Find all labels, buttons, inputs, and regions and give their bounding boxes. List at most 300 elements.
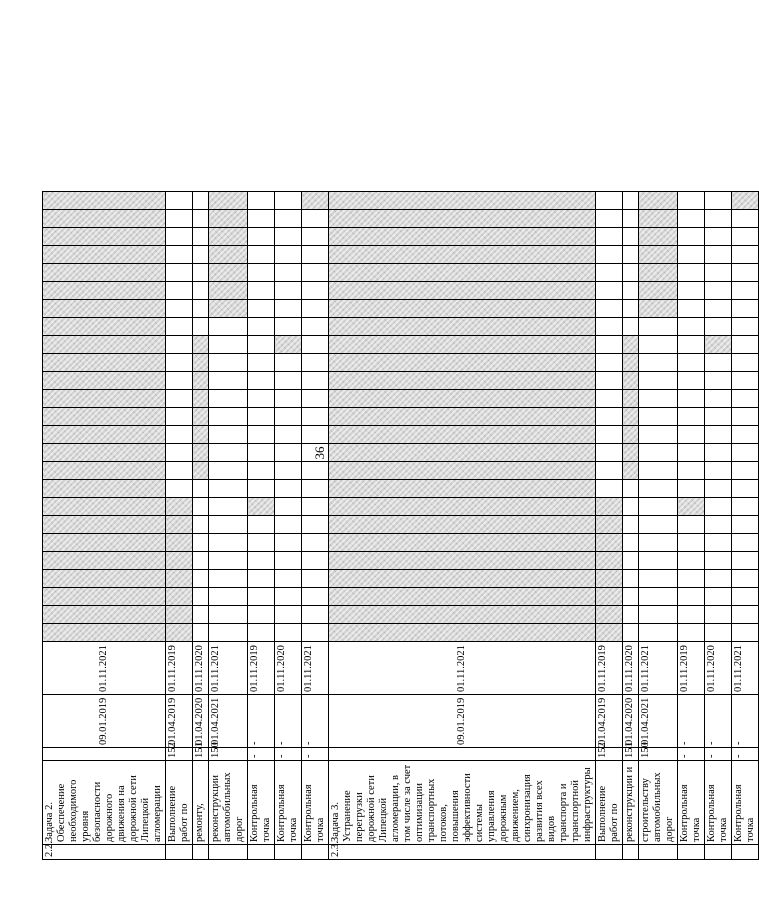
page-number: 36 — [312, 446, 327, 460]
gantt-cell-empty — [302, 624, 329, 642]
gantt-cell-empty — [596, 228, 623, 246]
gantt-cell-empty — [302, 228, 329, 246]
row-id-cell: 150 — [209, 748, 248, 761]
gantt-cell-empty — [209, 372, 248, 390]
gantt-cell-empty — [705, 570, 732, 588]
gantt-cell-empty — [732, 480, 759, 498]
work-row — [166, 192, 193, 860]
gantt-cell-empty — [596, 444, 623, 462]
gantt-cell-empty — [248, 228, 275, 246]
gantt-cell-empty — [166, 300, 193, 318]
gantt-cell-filled — [193, 372, 209, 390]
gantt-cell-filled — [705, 336, 732, 354]
row-name-cell: Контрольная точка — [678, 761, 705, 845]
gantt-cell-empty — [275, 426, 302, 444]
end-date-cell: 01.11.2021 — [302, 642, 329, 695]
row-number-cell — [193, 845, 209, 860]
end-date-cell: 01.11.2019 — [166, 642, 193, 695]
gantt-cell-filled — [329, 516, 596, 534]
gantt-cell-filled — [639, 210, 678, 228]
gantt-cell-filled — [166, 624, 193, 642]
gantt-cell-empty — [639, 498, 678, 516]
gantt-cell-filled — [43, 300, 166, 318]
start-date-cell: 09.01.2019 — [329, 695, 596, 748]
row-id-cell — [43, 748, 166, 761]
gantt-cell-empty — [678, 246, 705, 264]
gantt-cell-empty — [302, 570, 329, 588]
gantt-cell-empty — [678, 426, 705, 444]
gantt-cell-empty — [302, 498, 329, 516]
gantt-cell-filled — [275, 336, 302, 354]
gantt-cell-empty — [275, 498, 302, 516]
gantt-cell-empty — [596, 336, 623, 354]
gantt-cell-empty — [275, 480, 302, 498]
gantt-cell-empty — [302, 588, 329, 606]
gantt-cell-filled — [166, 570, 193, 588]
start-date-cell: 01.04.2020 — [623, 695, 639, 748]
gantt-cell-empty — [623, 624, 639, 642]
gantt-cell-empty — [248, 552, 275, 570]
gantt-cell-empty — [302, 282, 329, 300]
gantt-cell-empty — [639, 390, 678, 408]
control-point-row — [275, 192, 302, 860]
gantt-cell-empty — [209, 606, 248, 624]
gantt-cell-empty — [705, 462, 732, 480]
end-date-cell: 01.11.2021 — [639, 642, 678, 695]
gantt-cell-empty — [732, 372, 759, 390]
gantt-cell-filled — [329, 444, 596, 462]
gantt-cell-empty — [705, 498, 732, 516]
gantt-cell-filled — [209, 192, 248, 210]
gantt-cell-filled — [329, 570, 596, 588]
gantt-cell-empty — [209, 516, 248, 534]
gantt-cell-empty — [166, 480, 193, 498]
gantt-cell-filled — [639, 228, 678, 246]
gantt-cell-empty — [639, 570, 678, 588]
gantt-cell-empty — [623, 192, 639, 210]
work-row — [639, 192, 678, 860]
gantt-cell-empty — [705, 264, 732, 282]
gantt-cell-filled — [623, 354, 639, 372]
gantt-cell-empty — [193, 552, 209, 570]
gantt-cell-empty — [732, 426, 759, 444]
gantt-cell-empty — [639, 588, 678, 606]
gantt-cell-empty — [193, 300, 209, 318]
gantt-cell-empty — [623, 264, 639, 282]
gantt-cell-filled — [329, 192, 596, 210]
gantt-cell-empty — [732, 336, 759, 354]
row-id-cell: 151 — [193, 748, 209, 761]
gantt-cell-empty — [166, 318, 193, 336]
gantt-cell-empty — [166, 264, 193, 282]
gantt-cell-empty — [732, 552, 759, 570]
start-date-cell: - — [678, 695, 705, 748]
gantt-cell-empty — [302, 444, 329, 462]
row-name-cell: Контрольная точка — [248, 761, 275, 845]
gantt-cell-empty — [193, 246, 209, 264]
gantt-cell-empty — [705, 480, 732, 498]
gantt-cell-empty — [678, 192, 705, 210]
gantt-cell-filled — [329, 498, 596, 516]
gantt-cell-filled — [329, 210, 596, 228]
work-row — [209, 192, 248, 860]
gantt-cell-empty — [166, 192, 193, 210]
gantt-cell-empty — [302, 246, 329, 264]
gantt-cell-filled — [193, 444, 209, 462]
gantt-cell-empty — [678, 228, 705, 246]
control-point-row — [678, 192, 705, 860]
gantt-cell-empty — [193, 606, 209, 624]
row-id-cell: - — [248, 748, 275, 761]
start-date-cell: - — [732, 695, 759, 748]
gantt-cell-filled — [329, 318, 596, 336]
gantt-cell-filled — [329, 408, 596, 426]
work-row — [193, 192, 209, 860]
work-row — [623, 192, 639, 860]
gantt-cell-empty — [209, 426, 248, 444]
gantt-cell-empty — [248, 624, 275, 642]
gantt-cell-filled — [193, 462, 209, 480]
gantt-cell-empty — [302, 408, 329, 426]
row-name-cell: Контрольная точка — [275, 761, 302, 845]
gantt-cell-empty — [623, 246, 639, 264]
gantt-cell-filled — [329, 588, 596, 606]
gantt-cell-empty — [302, 552, 329, 570]
gantt-cell-empty — [193, 210, 209, 228]
gantt-cell-filled — [639, 246, 678, 264]
gantt-cell-filled — [43, 354, 166, 372]
gantt-cell-filled — [43, 480, 166, 498]
gantt-cell-filled — [166, 534, 193, 552]
gantt-cell-empty — [623, 210, 639, 228]
gantt-cell-filled — [43, 228, 166, 246]
end-date-cell: 01.11.2020 — [275, 642, 302, 695]
gantt-cell-filled — [596, 624, 623, 642]
gantt-cell-empty — [248, 336, 275, 354]
gantt-cell-empty — [209, 462, 248, 480]
gantt-cell-empty — [596, 426, 623, 444]
gantt-cell-empty — [302, 354, 329, 372]
gantt-cell-empty — [639, 516, 678, 534]
gantt-cell-empty — [732, 534, 759, 552]
gantt-cell-empty — [678, 372, 705, 390]
row-name-cell: Задача 2. Обеспечение необходимого уровня безопасности дорожного движения на дорожной сети Липецкой агломерации — [43, 761, 166, 845]
row-number-cell — [678, 845, 705, 860]
gantt-cell-filled — [623, 408, 639, 426]
gantt-cell-empty — [275, 606, 302, 624]
gantt-cell-filled — [166, 588, 193, 606]
gantt-cell-filled — [329, 462, 596, 480]
gantt-cell-empty — [705, 534, 732, 552]
gantt-cell-empty — [732, 210, 759, 228]
gantt-cell-empty — [678, 210, 705, 228]
gantt-cell-empty — [623, 498, 639, 516]
gantt-cell-empty — [275, 192, 302, 210]
gantt-cell-empty — [678, 588, 705, 606]
row-number-cell — [705, 845, 732, 860]
gantt-cell-empty — [678, 444, 705, 462]
gantt-cell-filled — [209, 282, 248, 300]
gantt-cell-empty — [596, 282, 623, 300]
gantt-cell-empty — [275, 318, 302, 336]
row-number-cell: 2.3. — [329, 845, 596, 860]
row-number-cell — [623, 845, 639, 860]
row-number-cell — [302, 845, 329, 860]
gantt-cell-empty — [302, 516, 329, 534]
row-id-cell — [329, 748, 596, 761]
start-date-cell: 01.04.2019 — [596, 695, 623, 748]
gantt-cell-empty — [705, 246, 732, 264]
gantt-cell-empty — [639, 426, 678, 444]
row-number-cell — [275, 845, 302, 860]
gantt-cell-empty — [732, 264, 759, 282]
gantt-cell-empty — [732, 354, 759, 372]
gantt-cell-empty — [705, 588, 732, 606]
gantt-cell-filled — [43, 624, 166, 642]
gantt-cell-empty — [193, 570, 209, 588]
gantt-cell-empty — [275, 624, 302, 642]
gantt-cell-empty — [596, 210, 623, 228]
gantt-cell-filled — [329, 390, 596, 408]
gantt-cell-filled — [302, 192, 329, 210]
gantt-cell-empty — [166, 390, 193, 408]
gantt-cell-empty — [596, 462, 623, 480]
gantt-cell-empty — [705, 318, 732, 336]
gantt-cell-empty — [302, 336, 329, 354]
gantt-cell-empty — [193, 264, 209, 282]
gantt-cell-empty — [596, 300, 623, 318]
gantt-cell-empty — [732, 282, 759, 300]
gantt-cell-empty — [732, 444, 759, 462]
gantt-cell-filled — [43, 606, 166, 624]
gantt-cell-empty — [678, 264, 705, 282]
gantt-cell-empty — [209, 534, 248, 552]
gantt-cell-filled — [623, 462, 639, 480]
gantt-cell-empty — [248, 372, 275, 390]
gantt-cell-empty — [193, 228, 209, 246]
gantt-cell-filled — [329, 606, 596, 624]
gantt-cell-filled — [43, 534, 166, 552]
start-date-cell: - — [275, 695, 302, 748]
gantt-cell-empty — [623, 570, 639, 588]
gantt-cell-empty — [623, 282, 639, 300]
gantt-cell-empty — [193, 516, 209, 534]
gantt-cell-filled — [193, 390, 209, 408]
gantt-cell-empty — [705, 228, 732, 246]
gantt-cell-empty — [275, 408, 302, 426]
row-id-cell: 150 — [639, 748, 678, 761]
gantt-cell-filled — [43, 336, 166, 354]
gantt-cell-empty — [705, 300, 732, 318]
gantt-cell-empty — [275, 372, 302, 390]
gantt-cell-filled — [623, 390, 639, 408]
gantt-cell-filled — [166, 552, 193, 570]
gantt-cell-filled — [209, 246, 248, 264]
gantt-cell-empty — [248, 480, 275, 498]
end-date-cell: 01.11.2021 — [732, 642, 759, 695]
gantt-cell-empty — [248, 606, 275, 624]
gantt-cell-filled — [43, 516, 166, 534]
end-date-cell: 01.11.2019 — [248, 642, 275, 695]
gantt-cell-empty — [705, 354, 732, 372]
row-id-cell: - — [705, 748, 732, 761]
gantt-cell-filled — [43, 282, 166, 300]
row-name-cell: Контрольная точка — [302, 761, 329, 845]
gantt-cell-empty — [623, 318, 639, 336]
control-point-row — [302, 192, 329, 860]
gantt-cell-filled — [43, 552, 166, 570]
gantt-cell-empty — [248, 462, 275, 480]
row-id-cell: - — [732, 748, 759, 761]
gantt-cell-empty — [732, 588, 759, 606]
gantt-cell-empty — [166, 246, 193, 264]
gantt-cell-empty — [678, 300, 705, 318]
gantt-cell-empty — [209, 570, 248, 588]
gantt-cell-empty — [596, 372, 623, 390]
gantt-cell-empty — [302, 390, 329, 408]
gantt-cell-filled — [166, 516, 193, 534]
gantt-cell-empty — [275, 516, 302, 534]
gantt-table — [42, 191, 759, 860]
control-point-row — [705, 192, 732, 860]
row-number-cell — [166, 845, 193, 860]
start-date-cell: - — [302, 695, 329, 748]
gantt-cell-filled — [732, 192, 759, 210]
gantt-cell-empty — [732, 408, 759, 426]
gantt-cell-filled — [43, 462, 166, 480]
gantt-cell-empty — [166, 372, 193, 390]
row-name-cell: Контрольная точка — [732, 761, 759, 845]
gantt-cell-empty — [166, 354, 193, 372]
gantt-cell-filled — [193, 426, 209, 444]
end-date-cell: 01.11.2020 — [705, 642, 732, 695]
gantt-cell-empty — [193, 480, 209, 498]
end-date-cell: 01.11.2020 — [193, 642, 209, 695]
gantt-cell-empty — [639, 336, 678, 354]
gantt-cell-empty — [639, 606, 678, 624]
gantt-cell-empty — [302, 300, 329, 318]
gantt-cell-empty — [193, 192, 209, 210]
gantt-cell-filled — [639, 282, 678, 300]
row-number-cell — [639, 845, 678, 860]
gantt-cell-empty — [678, 606, 705, 624]
gantt-cell-empty — [705, 372, 732, 390]
gantt-cell-filled — [329, 624, 596, 642]
gantt-cell-empty — [209, 390, 248, 408]
gantt-cell-filled — [43, 408, 166, 426]
start-date-cell: 01.04.2019 — [166, 695, 193, 748]
gantt-cell-empty — [275, 246, 302, 264]
row-number-cell — [732, 845, 759, 860]
gantt-cell-empty — [732, 570, 759, 588]
gantt-cell-empty — [248, 210, 275, 228]
gantt-cell-empty — [596, 390, 623, 408]
gantt-cell-empty — [193, 534, 209, 552]
gantt-cell-empty — [302, 372, 329, 390]
gantt-cell-empty — [705, 624, 732, 642]
gantt-cell-filled — [596, 606, 623, 624]
gantt-cell-empty — [248, 588, 275, 606]
gantt-cell-empty — [678, 570, 705, 588]
gantt-cell-empty — [705, 192, 732, 210]
gantt-cell-filled — [639, 192, 678, 210]
gantt-cell-empty — [639, 624, 678, 642]
gantt-cell-empty — [732, 624, 759, 642]
row-number-cell — [596, 845, 623, 860]
gantt-cell-filled — [209, 228, 248, 246]
row-id-cell: - — [678, 748, 705, 761]
gantt-cell-empty — [248, 570, 275, 588]
gantt-cell-filled — [209, 264, 248, 282]
gantt-cell-empty — [166, 282, 193, 300]
row-id-cell: 152 — [596, 748, 623, 761]
gantt-cell-empty — [302, 426, 329, 444]
gantt-cell-filled — [166, 498, 193, 516]
gantt-cell-filled — [596, 534, 623, 552]
gantt-cell-empty — [732, 462, 759, 480]
gantt-cell-empty — [166, 336, 193, 354]
gantt-cell-filled — [639, 300, 678, 318]
gantt-cell-empty — [678, 534, 705, 552]
gantt-cell-empty — [248, 444, 275, 462]
gantt-cell-empty — [623, 300, 639, 318]
gantt-cell-empty — [209, 552, 248, 570]
gantt-cell-empty — [678, 552, 705, 570]
gantt-cell-empty — [705, 516, 732, 534]
gantt-cell-filled — [209, 300, 248, 318]
gantt-cell-filled — [193, 408, 209, 426]
gantt-cell-empty — [166, 426, 193, 444]
gantt-cell-empty — [623, 516, 639, 534]
gantt-cell-empty — [166, 228, 193, 246]
gantt-cell-empty — [623, 534, 639, 552]
gantt-cell-filled — [329, 480, 596, 498]
gantt-cell-empty — [596, 246, 623, 264]
gantt-cell-empty — [678, 354, 705, 372]
gantt-cell-empty — [623, 588, 639, 606]
gantt-cell-empty — [209, 408, 248, 426]
gantt-cell-empty — [275, 462, 302, 480]
gantt-cell-filled — [329, 336, 596, 354]
row-id-cell: 152 — [166, 748, 193, 761]
schedule-table — [42, 198, 756, 860]
gantt-cell-empty — [209, 498, 248, 516]
row-name-cell: Задача 3. Устранение перегрузки дорожной сети Липецкой агломерации, в том числе за счет оптимизации транспортных потоков, повышения эффективности системы управления дорожным движением, синхронизация развития всех видов транспорта и транспортной инфраструктуры — [329, 761, 596, 845]
gantt-cell-empty — [275, 444, 302, 462]
gantt-cell-filled — [329, 372, 596, 390]
gantt-cell-empty — [275, 264, 302, 282]
gantt-cell-filled — [166, 606, 193, 624]
gantt-cell-empty — [732, 318, 759, 336]
gantt-cell-empty — [302, 264, 329, 282]
gantt-cell-empty — [193, 624, 209, 642]
gantt-cell-empty — [302, 534, 329, 552]
gantt-cell-empty — [193, 282, 209, 300]
gantt-cell-empty — [678, 336, 705, 354]
gantt-cell-empty — [678, 408, 705, 426]
gantt-cell-empty — [166, 210, 193, 228]
gantt-cell-filled — [623, 426, 639, 444]
control-point-row — [732, 192, 759, 860]
gantt-cell-empty — [248, 282, 275, 300]
gantt-cell-filled — [329, 264, 596, 282]
gantt-cell-filled — [209, 210, 248, 228]
gantt-cell-empty — [705, 426, 732, 444]
gantt-cell-empty — [209, 480, 248, 498]
gantt-cell-empty — [639, 462, 678, 480]
gantt-cell-empty — [596, 264, 623, 282]
gantt-cell-empty — [639, 318, 678, 336]
